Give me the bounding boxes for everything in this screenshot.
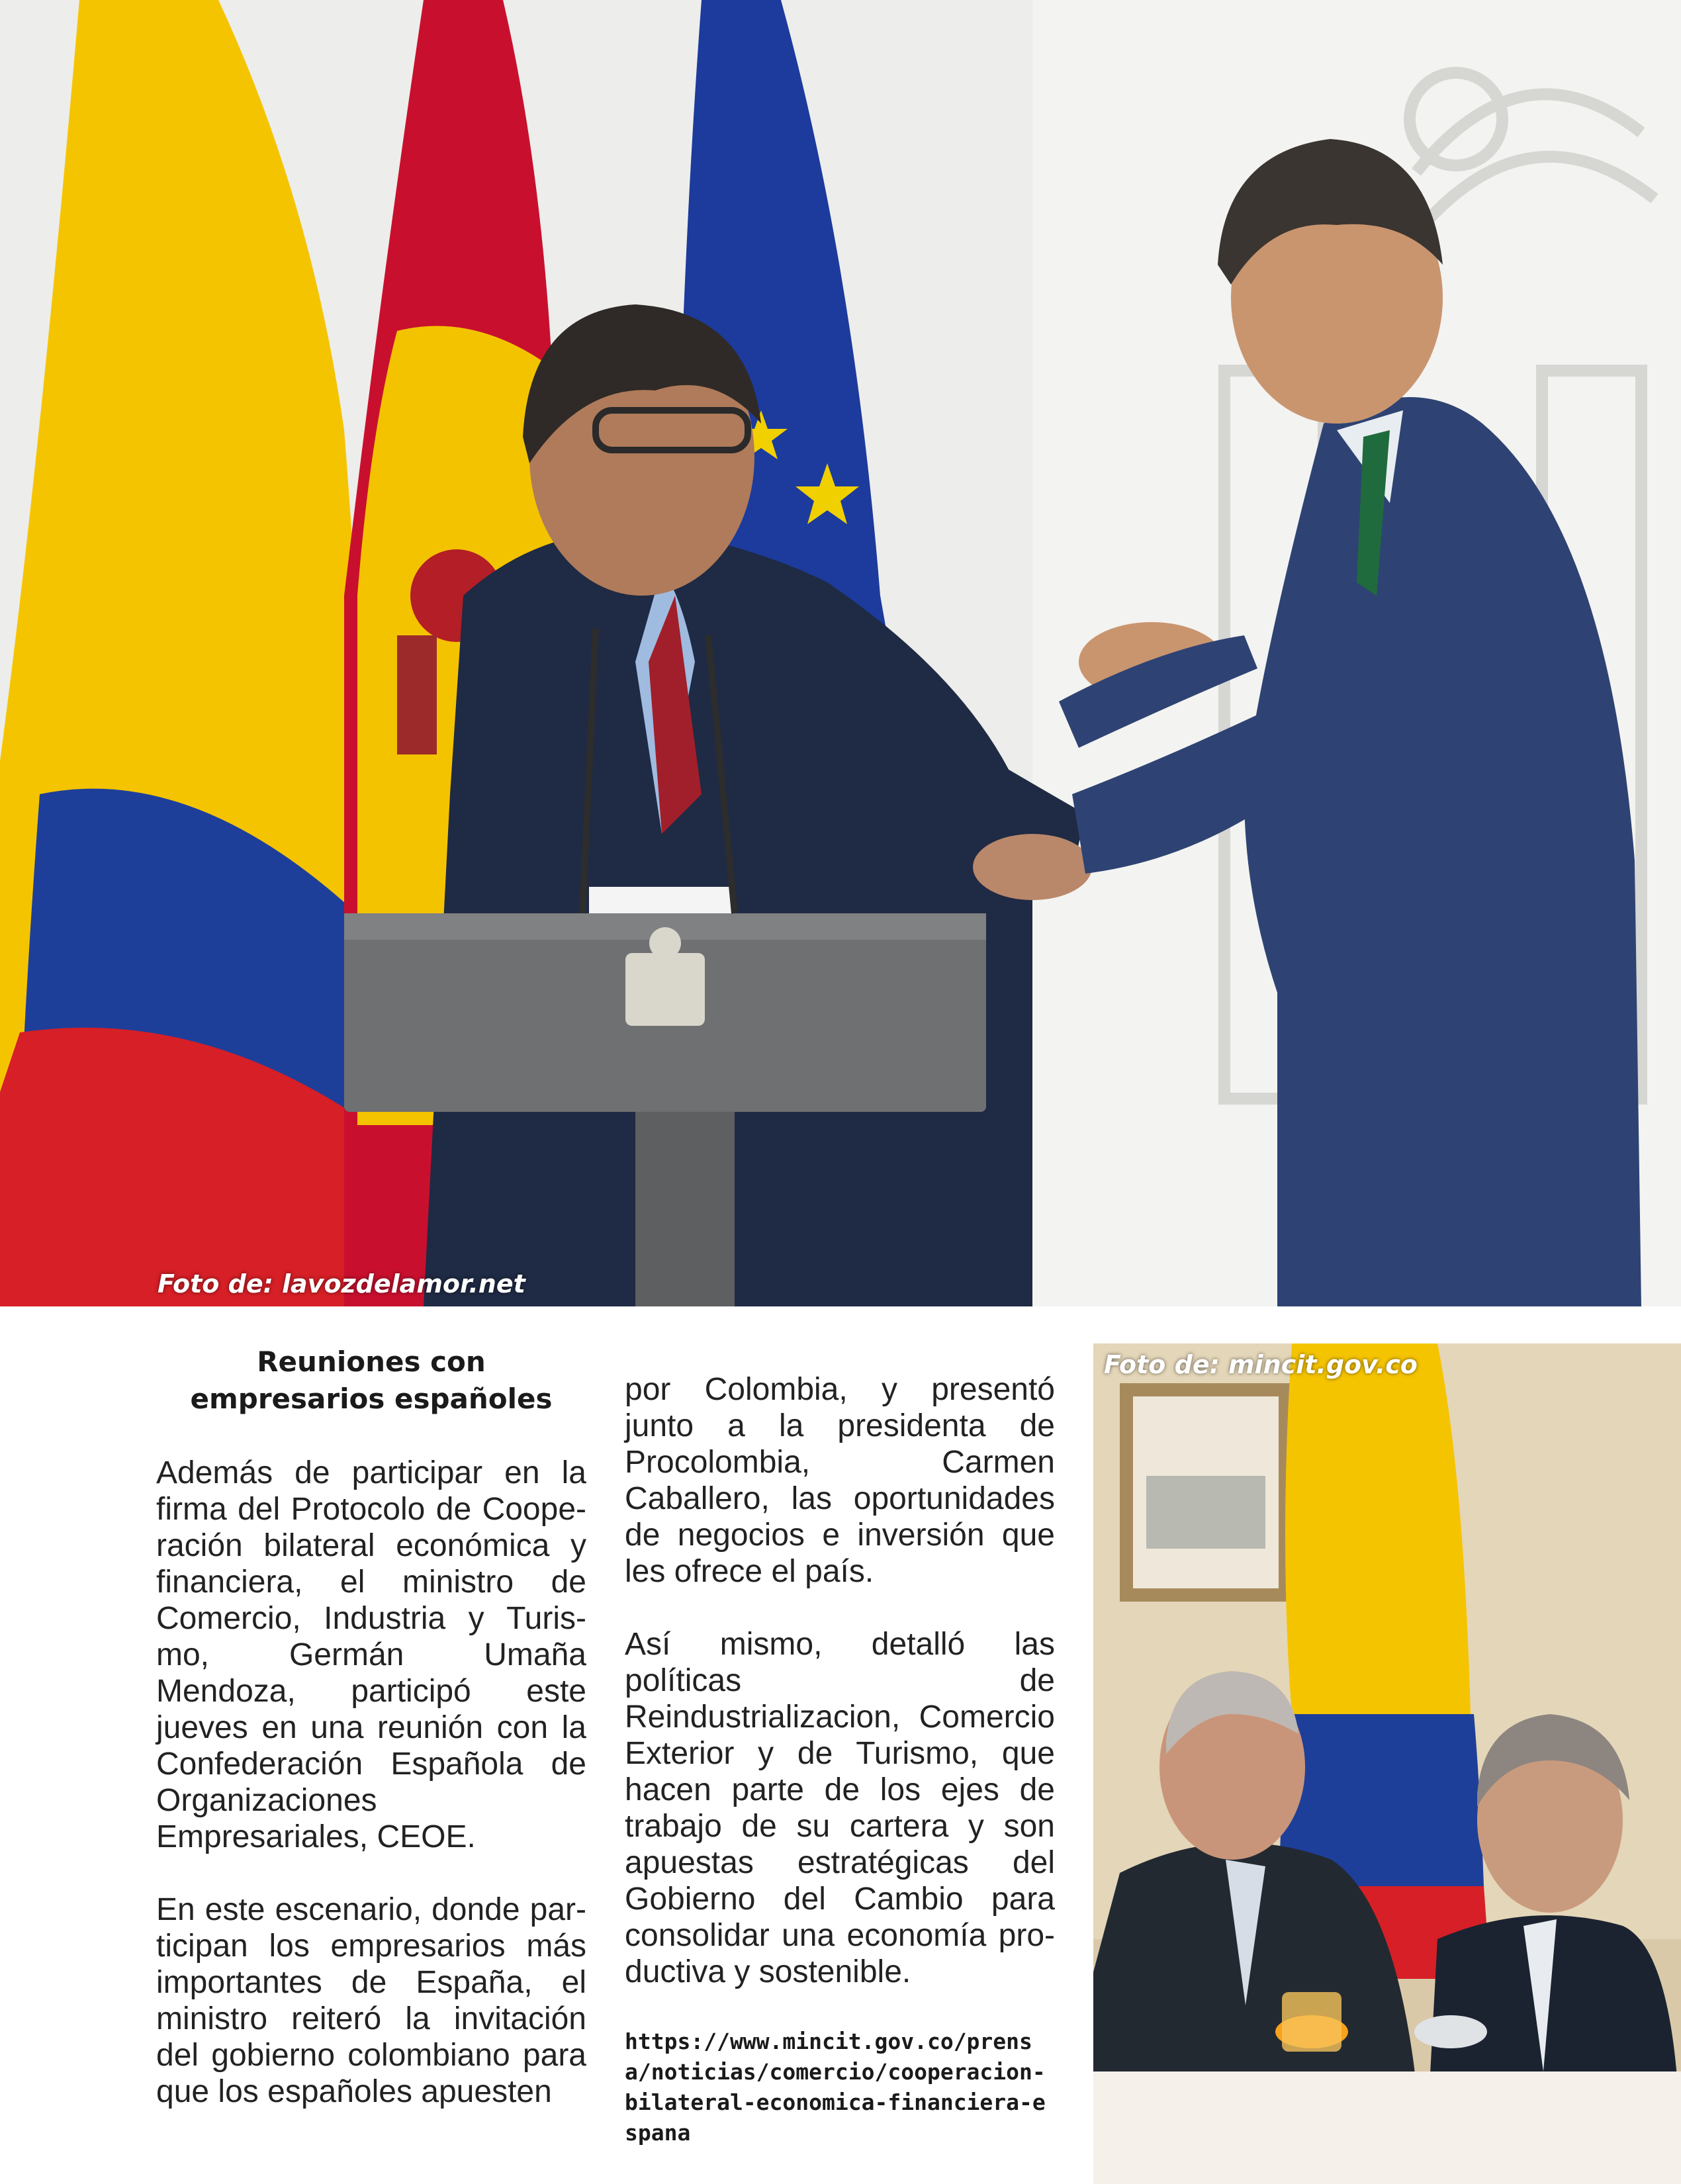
side-photo <box>1093 1343 1681 2184</box>
side-photo-credit: Foto de: mincit.gov.co <box>1104 1350 1418 1379</box>
article-left-column <box>156 1343 586 2146</box>
article-right-column <box>625 1371 1055 2148</box>
paragraph: Así mismo, detalló las políticas de Reindustrializacion, Comercio Exterior y de Turismo, que hacen parte de los ejes de trabajo de su cartera y son apuestas estratégicas del Gobierno del Cambio para consolidar una economía productiva y sostenible. <box>625 1627 1055 1989</box>
side-illustration <box>1093 1343 1681 2184</box>
paragraph: En este escenario, donde participan los empresarios más importantes de España, el ministro reiteró la invitación del gobierno colombiano para que los españoles apuesten <box>156 1892 586 2109</box>
paragraph: por Colombia, y presentó junto a la presidenta de Procolombia, Carmen Caballero, las oportunidades de negocios e inversión que les ofrece el país. <box>625 1372 1055 1589</box>
section-heading: Reuniones con empresarios españoles <box>190 1345 553 1415</box>
wall-painting <box>1120 1383 1292 1602</box>
paragraph: Además de participar en la firma del Protocolo de Cooperación bilateral económica y financiera, el ministro de Comercio, Industria y Turismo, Germán Umaña Mendoza, participó este jueves en una reunión con la Confederación Española de Organizaciones Empresariales, CEOE. <box>156 1455 586 1854</box>
source-link[interactable]: https://www.mincit.gov.co/prensa/noticias/comercio/cooperacion-bilateral-economica-financiera-espana <box>625 2028 1046 2146</box>
hero-photo-credit: Foto de: lavozdelamor.net <box>158 1269 525 1298</box>
